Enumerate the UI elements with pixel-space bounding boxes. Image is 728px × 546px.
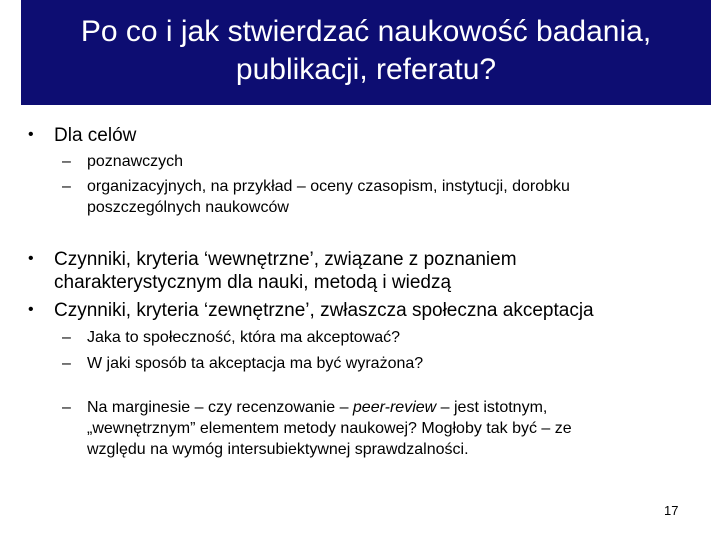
sub-item-text-line-3: względu na wymóg intersubiektywnej sprawdzalności.: [87, 441, 469, 458]
sub-item-text: Jaka to społeczność, która ma akceptować?: [87, 329, 401, 346]
dash-icon: –: [62, 399, 71, 416]
sub-item-text-before: Na marginesie – czy recenzowanie –: [87, 399, 353, 416]
bullet-text: Czynniki, kryteria ‘zewnętrzne’, zwłaszcza społeczna akceptacja: [54, 300, 594, 321]
bullet-item: [28, 248, 708, 294]
bullet-icon: •: [28, 126, 34, 143]
bullet-icon: •: [28, 301, 34, 318]
sub-item-text-after: – jest istotnym,: [436, 399, 548, 416]
bullet-icon: •: [28, 250, 34, 267]
sub-item-text-line-2: poszczególnych naukowców: [87, 199, 289, 216]
bullet-text-line-2: charakterystycznym dla nauki, metodą i wiedzą: [54, 272, 452, 293]
bullet-text-line-1: Czynniki, kryteria ‘wewnętrzne’, związane z poznaniem: [54, 249, 517, 270]
bullet-text: Dla celów: [54, 125, 137, 146]
dash-icon: –: [62, 329, 71, 346]
sub-item: [28, 327, 708, 348]
slide-content: [28, 124, 708, 460]
sub-item: [28, 353, 708, 374]
title-bar: [21, 0, 711, 105]
slide-title-line-1: Po co i jak stwierdzać naukowość badania,: [80, 15, 652, 48]
bullet-item: [28, 299, 708, 322]
dash-icon: –: [62, 178, 71, 195]
peer-review-term: peer-review: [352, 399, 437, 416]
slide-title-line-2: publikacji, referatu?: [235, 53, 497, 86]
bullet-item: [28, 124, 708, 147]
sub-item-text-line-2: „wewnętrznym” elementem metody naukowej? Mogłoby tak być – ze: [87, 420, 572, 437]
sub-item-text: W jaki sposób ta akceptacja ma być wyrażona?: [87, 355, 424, 372]
page-number: 17: [664, 503, 679, 518]
dash-icon: –: [62, 355, 71, 372]
sub-item: [28, 176, 708, 218]
sub-item: [28, 397, 708, 460]
sub-item-text-line-1: organizacyjnych, na przykład – oceny czasopism, instytucji, dorobku: [87, 178, 570, 195]
dash-icon: –: [62, 153, 71, 170]
sub-item: [28, 151, 708, 172]
sub-item-text: poznawczych: [87, 153, 184, 170]
